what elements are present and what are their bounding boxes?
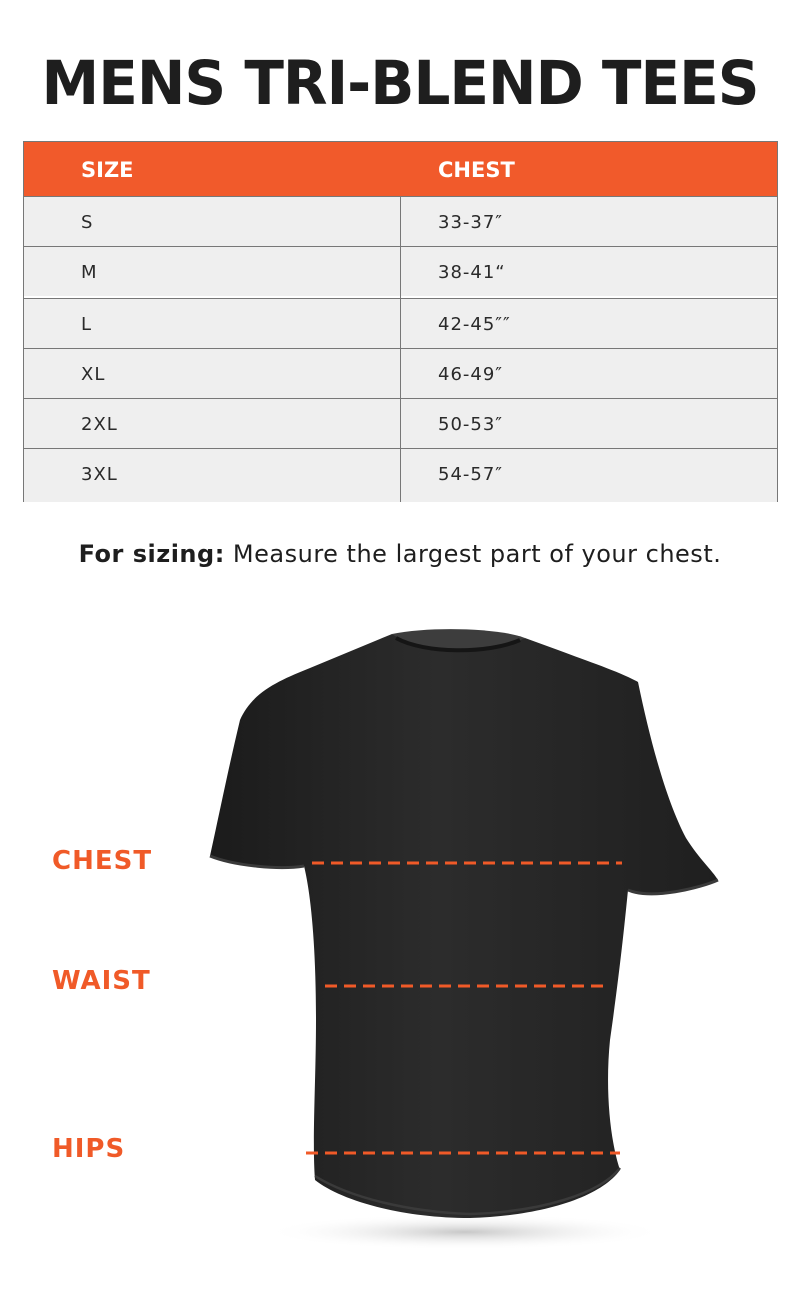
size-cell: S	[81, 212, 94, 233]
chest-cell: 33-37″	[438, 212, 504, 233]
chest-cell: 38-41“	[438, 262, 506, 283]
chest-cell: 46-49″	[438, 364, 504, 385]
size-cell: L	[81, 314, 93, 335]
chest-cell: 54-57″	[438, 464, 504, 485]
size-cell: 2XL	[81, 414, 118, 435]
hips-label: HIPS	[52, 1134, 126, 1164]
column-divider	[400, 196, 401, 502]
size-chart-table	[23, 141, 778, 502]
page-title: MENS TRI-BLEND TEES	[41, 47, 759, 119]
tshirt-illustration	[180, 620, 740, 1270]
chest-label: CHEST	[52, 846, 153, 876]
shirt-body	[210, 634, 718, 1218]
header-size: SIZE	[81, 158, 134, 182]
chest-cell: 42-45″″	[438, 314, 511, 335]
table-header	[24, 142, 777, 196]
size-cell: M	[81, 262, 98, 283]
header-chest: CHEST	[438, 158, 515, 182]
sizing-instruction	[0, 532, 800, 576]
instruction-text: Measure the largest part of your chest.	[224, 540, 722, 568]
chest-cell: 50-53″	[438, 414, 504, 435]
size-cell: XL	[81, 364, 106, 385]
size-cell: 3XL	[81, 464, 118, 485]
tshirt-svg	[180, 620, 740, 1270]
waist-label: WAIST	[52, 966, 151, 996]
instruction-label: For sizing:	[78, 540, 225, 568]
ground-shadow	[265, 1214, 665, 1250]
